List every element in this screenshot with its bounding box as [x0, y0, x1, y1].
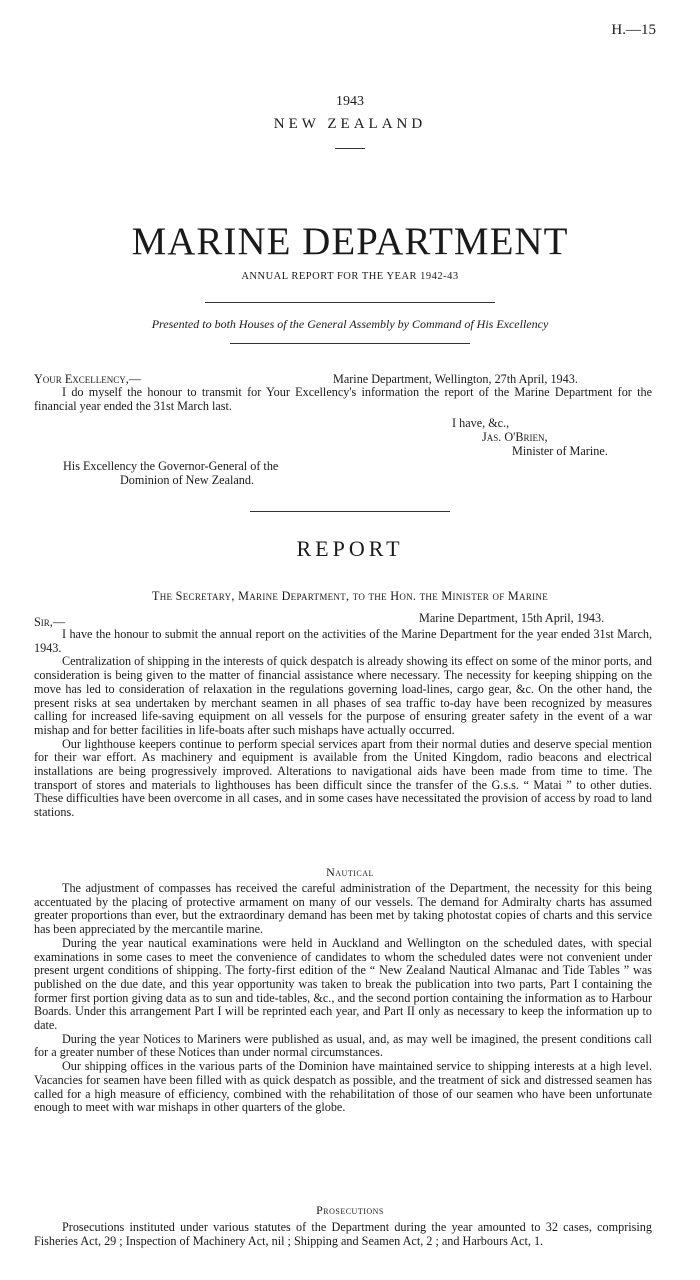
year: 1943: [336, 94, 364, 109]
document-title: MARINE DEPARTMENT: [131, 220, 569, 263]
page-number: H.—15: [611, 22, 656, 38]
letter-signatory: Jas. O'Brien,: [482, 430, 548, 444]
letter-closing: I have, &c.,: [452, 416, 510, 430]
report-paragraph: Prosecutions instituted under various statutes of the Department during the year amounted to 32 cases, comprising Fisheries Act, 29 ; Inspection of Machinery Act, nil ; Shipping and Seamen Act, 2 ; and Harbours Act, 1.: [34, 1220, 652, 1248]
report-paragraph: Centralization of shipping in the interests of quick despatch is already showing its effect on some of the minor ports, and consideration is being given to the matter of financial assistance where necessary. The necessity for keeping shipping on the move has led to consideration of relaxation in the regulations governing load-lines, cargo gear, &c. On the other hand, the present risks at sea undertaken by merchant seamen in all phases of sea traffic to-day have been recognized by measures calling for increased life-saving equipment on all vessels for the purpose of ensuring greater safety in the event of a war mishap and for better facilities in life-boats after such mishaps have actually occurred.: [34, 654, 652, 737]
divider: [230, 343, 470, 344]
short-divider: [335, 148, 365, 149]
divider: [205, 302, 495, 303]
report-paragraph: Our lighthouse keepers continue to perform special services apart from their normal duties and deserve special mention for their war effort. As machinery and equipment is available from the United Kingdom, radio beacons and electrical installations are being progressively improved. Alterations to navigational aids have been made from time to time. The transport of stores and materials to lighthouses has been difficult since the transfer of the G.s.s. “ Matai ” to other duties. These difficulties have been overcome in all cases, and in some cases have necessitated the provision of access by road to land stations.: [34, 736, 652, 820]
letter-place-date: Marine Department, Wellington, 27th April, 1943.: [333, 372, 578, 386]
letter-signatory-title: Minister of Marine.: [512, 444, 608, 458]
report-from-to: The Secretary, Marine Department, to the Hon. the Minister of Marine: [151, 589, 549, 603]
letter-addressee-line1: His Excellency the Governor-General of the: [63, 459, 279, 473]
report-paragraph: The adjustment of compasses has received the careful administration of the Department, the necessity for this being accentuated by the placing of protective armament on many of our vessels. The demand for Admiralty charts has assumed greater proportions than ever, but the extraordinary demand has been met by taking photostat copies of charts and this service has been appreciated by the mercantile marine.: [34, 881, 652, 937]
country: NEW ZEALAND: [273, 116, 427, 132]
letter-salutation: Your Excellency,—: [34, 372, 142, 386]
letter-body: I do myself the honour to transmit for Your Excellency's information the report of the Marine Department for the financial year ended the 31st March last.: [34, 385, 652, 413]
report-paragraph: During the year Notices to Mariners were published as usual, and, as may well be imagined, the present conditions call for a greater number of these Notices than under normal circumstances.: [34, 1031, 652, 1060]
report-place-date: Marine Department, 15th April, 1943.: [419, 611, 605, 625]
report-paragraph: I have the honour to submit the annual report on the activities of the Marine Department for the year ended 31st March, 1943.: [34, 627, 652, 655]
divider: [250, 511, 450, 512]
letter-addressee-line2: Dominion of New Zealand.: [120, 473, 255, 487]
nautical-heading: Nautical: [326, 865, 374, 879]
report-paragraph: Our shipping offices in the various parts of the Dominion have maintained service to shipping interests at a high level. Vacancies for seamen have been filled with as quick despatch as possible, and the treatment of sick and distressed seamen has called for a high measure of efficiency, combined with the rehabilitation of those of our seamen who have been unfortunate enough to meet with war mishaps in other quarters of the globe.: [34, 1059, 652, 1115]
prosecutions-section: [34, 1221, 652, 1248]
report-salutation: Sir,—: [34, 615, 66, 629]
prosecutions-heading: Prosecutions: [316, 1203, 384, 1217]
presented-line: Presented to both Houses of the General Assembly by Command of His Excellency: [151, 317, 549, 331]
report-heading: REPORT: [296, 536, 404, 561]
nautical-section: [34, 882, 652, 1115]
report-paragraph: During the year nautical examinations were held in Auckland and Wellington on the scheduled dates, with special examinations in some cases to meet the convenience of candidates to whom the scheduled dates were not convenient under present urgent conditions of shipping. The forty-first edition of the “ New Zealand Nautical Almanac and Tide Tables ” was published on the due date, and this year opportunity was taken to break the publication into two parts, Part I containing the former first portion giving data as to sun and tide-tables, &c., and the second portion containing the information as to Harbour Boards. Under this arrangement Part I will be reprinted each year, and Part II only as necessary to keep the information up to date.: [34, 935, 652, 1033]
document-subtitle: ANNUAL REPORT FOR THE YEAR 1942-43: [241, 271, 459, 282]
report-intro: [34, 628, 652, 820]
